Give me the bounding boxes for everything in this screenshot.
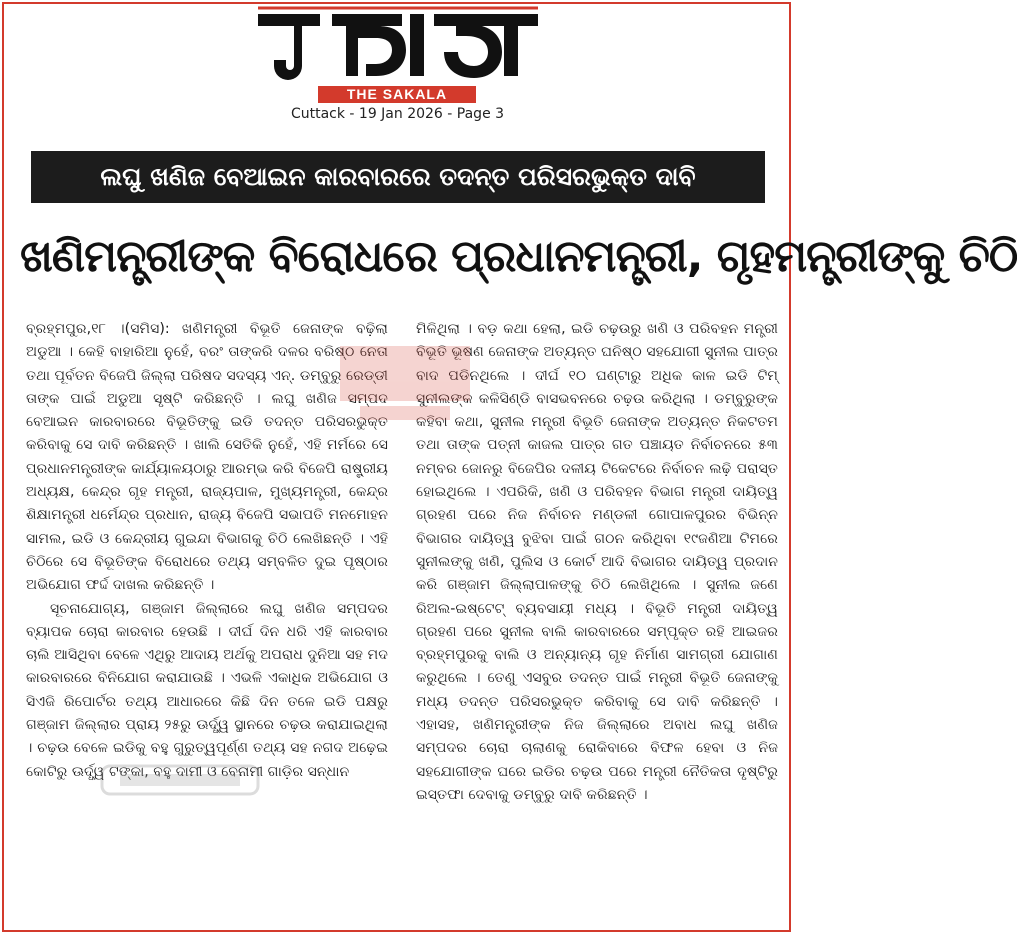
dateline: Cuttack - 19 Jan 2026 - Page 3 xyxy=(290,106,505,122)
article-headline: ଖଣିମନ୍ତ୍ରୀଙ୍କ ବିରୋଧରେ ପ୍ରଧାନମନ୍ତ୍ରୀ, ଗୃହମନ୍ତ୍ରୀଙ୍କୁ ଚିଠି xyxy=(20,231,1017,282)
masthead-band: THE SAKALA xyxy=(318,86,476,103)
article-kicker: ଲଘୁ ଖଣିଜ ବେଆଇନ କାରବାରରେ ତଦନ୍ତ ପରିସରଭୁକ୍ତ ଦାବି xyxy=(31,151,765,203)
article-paragraph: ବ୍ରହ୍ମପୁର,୧୮ ।(ସମିସ): ଖଣିମନ୍ତ୍ରୀ ବିଭୂତି ଜେନାଙ୍କ ବଢ଼ିଲା ଅଡୁଆ । କେହି ବାହାରିଆ ନୁହେଁ, ବରଂ ତାଙ୍କରି ଦଳର ବରିଷ୍ଠ ନେତା ତଥା ପୂର୍ବତନ ବିଜେପି ଜିଲ୍ଲା ପରିଷଦ ସଦସ୍ୟ ଏନ୍. ଡମ୍ବୁରୁ ରେଡ୍ଡୀ ତାଙ୍କ ପାଇଁ ଅଡୁଆ ସୃଷ୍ଟି କରିଛନ୍ତି । ଲଘୁ ଖଣିଜ ସମ୍ପଦ ବେଆଇନ କାରବାରରେ ବିଭୂତିଙ୍କୁ ଇଡି ତଦନ୍ତ ପରିସରଭୁକ୍ତ କରିବାକୁ ସେ ଦାବି କରିଛନ୍ତି । ଖାଲି ସେତିକି ନୁହେଁ, ଏହି ମର୍ମରେ ସେ ପ୍ରଧାନମନ୍ତ୍ରୀଙ୍କ କାର୍ଯ୍ୟାଳୟଠାରୁ ଆରମ୍ଭ କରି ବିଜେପି ରାଷ୍ଟ୍ରୀୟ ଅଧ୍ୟକ୍ଷ, କେନ୍ଦ୍ର ଗୃହ ମନ୍ତ୍ରୀ, ରାଜ୍ୟପାଳ, ମୁଖ୍ୟମନ୍ତ୍ରୀ, କେନ୍ଦ୍ର ଶିକ୍ଷାମନ୍ତ୍ରୀ ଧର୍ମେନ୍ଦ୍ର ପ୍ରଧାନ, ରାଜ୍ୟ ବିଜେପି ସଭାପତି ମନମୋହନ ସାମଲ, ଇଡି ଓ କେନ୍ଦ୍ରୀୟ ଗୁଇନ୍ଦା ବିଭାଗକୁ ଚିଠି ଲେଖିଛନ୍ତି । ଏହି ଚିଠିରେ ସେ ବିଭୂତିଙ୍କ ବିରୋଧରେ ତଥ୍ୟ ସମ୍ବଳିତ ଦୁଇ ପୃଷ୍ଠାର ଅଭିଯୋଗ ଫର୍ଦ୍ଦ ଦାଖଲ କରିଛନ୍ତି । xyxy=(26,321,388,594)
article-paragraph: ସୂଚନାଯୋଗ୍ୟ, ଗଞ୍ଜାମ ଜିଲ୍ଲାରେ ଲଘୁ ଖଣିଜ ସମ୍ପଦର ବ୍ୟାପକ ଚୋରା କାରବାର ହେଉଛି । ଦୀର୍ଘ ଦିନ ଧରି ଏହି କାରବାର ଚାଲି ଆସିଥିବା ବେଳେ ଏଥିରୁ ଆଦାୟ ଅର୍ଥକୁ ଅପରାଧ ଦୁନିଆ ସହ ମଦ କାରବାରରେ ବିନିଯୋଗ କରାଯାଉଛି । ଏଭଳି ଏକାଧିକ ଅଭିଯୋଗ ଓ ସିଏଜି ରିପୋର୍ଟର ତଥ୍ୟ ଆଧାରରେ କିଛି ଦିନ ତଳେ ଇଡି ପକ୍ଷରୁ ଗଞ୍ଜାମ ଜିଲ୍ଲାର ପ୍ରାୟ ୨୫ରୁ ଊର୍ଦ୍ଧ୍ୱ ସ୍ଥାନରେ ଚଢ଼ଉ କରାଯାଇଥିଲା । ଚଢ଼ଉ ବେଳେ ଇଡିକୁ ବହୁ ଗୁରୁତ୍ୱପୂର୍ଣ୍ଣ ତଥ୍ୟ ସହ ନଗଦ ଅଢ଼େଇ କୋଟିରୁ ଊର୍ଦ୍ଧ୍ୱ ଟଙ୍କା, ବହୁ ଦାମୀ ଓ ବେନାମୀ ଗାଡ଼ିର ସନ୍ଧାନ xyxy=(26,600,388,780)
article-paragraph: ମିଳିଥିଲା । ବଡ଼ କଥା ହେଲା, ଇଡି ଚଢ଼ଉରୁ ଖଣି ଓ ପରିବହନ ମନ୍ତ୍ରୀ ବିଭୂତି ଭୂଷଣ ଜେନାଙ୍କ ଅତ୍ୟନ୍ତ ଘନିଷ୍ଠ ସହଯୋଗୀ ସୁନୀଲ ପାତ୍ର ବାଦ ପଡିନଥିଲେ । ଦୀର୍ଘ ୧୦ ଘଣ୍ଟାରୁ ଅଧିକ କାଳ ଇଡି ଟିମ୍ ସୁନୀଲଙ୍କ କଳିସିଣ୍ଡି ବାସଭବନରେ ଚଢ଼ଉ କରିଥିଲା । ଡମ୍ବୁରୁଙ୍କ କହିବା କଥା, ସୁନୀଲ ମନ୍ତ୍ରୀ ବିଭୂତି ଜେନାଙ୍କ ଅତ୍ୟନ୍ତ ନିକଟତମ ତଥା ତାଙ୍କ ପତ୍ନୀ କାଜଲ ପାତ୍ର ଗତ ପଞ୍ଚାୟତ ନିର୍ବାଚନରେ ୫୩ ନମ୍ବର ଜୋନରୁ ବିଜେପିର ଦଳୀୟ ଟିକେଟରେ ନିର୍ବାଚନ ଲଢ଼ି ପରାସ୍ତ ହୋଇଥିଲେ । ଏପରିକି, ଖଣି ଓ ପରିବହନ ବିଭାଗ ମନ୍ତ୍ରୀ ଦାୟିତ୍ୱ ଗ୍ରହଣ ପରେ ନିଜ ନିର୍ବାଚନ ମଣ୍ଡଳୀ ଗୋପାଳପୁରର ବିଭିନ୍ନ ବିଭାଗର ଦାୟିତ୍ୱ ବୁଝିବା ପାଇଁ ଗଠନ କରିଥିବା ୧୯ଜଣିଆ ଟିମରେ ସୁନୀଲଙ୍କୁ ଖଣି, ପୁଲିସ ଓ କୋର୍ଟ ଆଦି ବିଭାଗର ଦାୟିତ୍ୱ ପ୍ରଦାନ କରି ଗଞ୍ଜାମ ଜିଲ୍ଲାପାଳଙ୍କୁ ଚିଠି ଲେଖିଥିଲେ । ସୁନୀଲ ଜଣେ ରିଅଲ-ଇଷ୍ଟେଟ୍ ବ୍ୟବସାୟୀ ମଧ୍ୟ । ବିଭୂତି ମନ୍ତ୍ରୀ ଦାୟିତ୍ୱ ଗ୍ରହଣ ପରେ ସୁନୀଲ ବାଲି କାରବାରରେ ସମ୍ପୃକ୍ତ ରହି ଆଇଜର ବ୍ରହ୍ମପୁରକୁ ବାଲି ଓ ଅନ୍ୟାନ୍ୟ ଗୃହ ନିର୍ମାଣ ସାମଗ୍ରୀ ଯୋଗାଣ କରୁଥିଲେ । ତେଣୁ ଏସବୁର ତଦନ୍ତ ପାଇଁ ମନ୍ତ୍ରୀ ବିଭୂତି ଜେନାଙ୍କୁ ମଧ୍ୟ ତଦନ୍ତ ପରିସରଭୁକ୍ତ କରିବାକୁ ସେ ଦାବି କରିଛନ୍ତି । ଏହାସହ, ଖଣିମନ୍ତ୍ରୀଙ୍କ ନିଜ ଜିଲ୍ଲାରେ ଅବାଧ ଲଘୁ ଖଣିଜ ସମ୍ପଦର ଚୋରା ଚାଲାଣକୁ ରୋକିବାରେ ବିଫଳ ହେବା ଓ ନିଜ ସହଯୋଗୀଙ୍କ ଘରେ ଇଡିର ଚଢ଼ଉ ପରେ ମନ୍ତ୍ରୀ ନୈତିକତା ଦୃଷ୍ଟିରୁ ଇସ୍ତଫା ଦେବାକୁ ଡମ୍ବୁରୁ ଦାବି କରିଛନ୍ତି । xyxy=(416,321,778,803)
masthead xyxy=(0,0,795,132)
sakala-logo xyxy=(252,4,544,86)
article-column-right xyxy=(416,318,778,922)
article-body xyxy=(26,318,778,922)
article-column-left xyxy=(26,318,388,922)
